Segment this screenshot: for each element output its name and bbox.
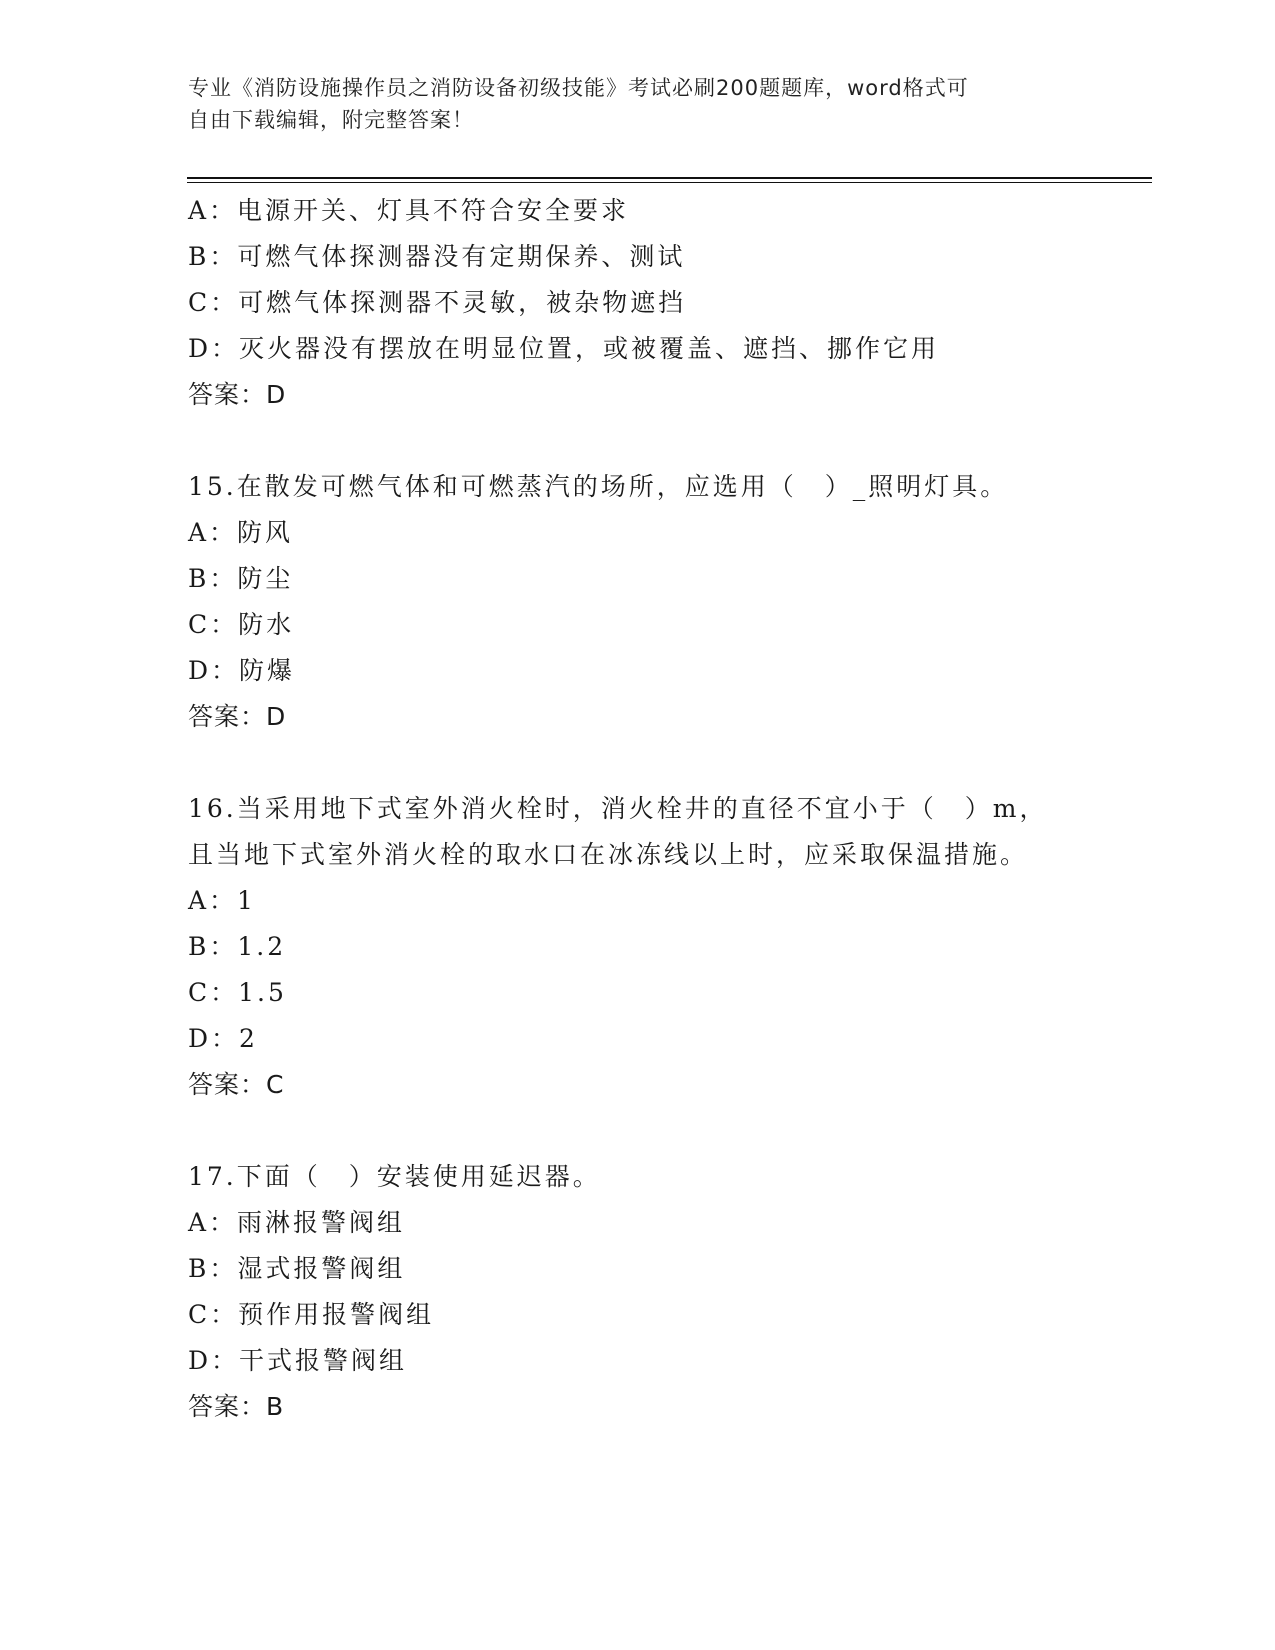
option-c: C：可燃气体探测器不灵敏，被杂物遮挡: [188, 288, 687, 317]
option-d: D：2: [188, 1024, 258, 1053]
option-d: D：灭火器没有摆放在明显位置，或被覆盖、遮挡、挪作它用: [188, 334, 940, 363]
option-b: B：防尘: [188, 564, 294, 593]
answer: 答案：D: [188, 702, 287, 731]
answer: 答案：C: [188, 1070, 285, 1099]
question-block-16: [188, 786, 1118, 1108]
option-b: B：可燃气体探测器没有定期保养、测试: [188, 242, 686, 271]
question-block-17: [188, 1154, 1118, 1430]
question-block-14: [188, 188, 1118, 418]
question-text-line-2: 且当地下式室外消火栓的取水口在冰冻线以上时，应采取保温措施。: [188, 840, 1029, 869]
question-text-line-1: 16.当采用地下式室外消火栓时，消火栓井的直径不宜小于（ ）m，: [188, 794, 1048, 823]
question-list: [188, 188, 1118, 1476]
header-divider-thin: [187, 182, 1152, 183]
header-divider-thick: [187, 177, 1152, 179]
option-c: C：1.5: [188, 978, 287, 1007]
option-d: D：干式报警阀组: [188, 1346, 408, 1375]
question-block-15: [188, 464, 1118, 740]
question-text: 17.下面（ ）安装使用延迟器。: [188, 1162, 601, 1191]
option-c: C：预作用报警阀组: [188, 1300, 435, 1329]
answer: 答案：D: [188, 380, 287, 409]
option-a: A：防风: [188, 518, 294, 547]
option-d: D：防爆: [188, 656, 296, 685]
header-line-2: 自由下载编辑，附完整答案！: [188, 108, 474, 132]
option-a: A：电源开关、灯具不符合安全要求: [188, 196, 630, 225]
option-b: B：1.2: [188, 932, 287, 961]
header-line-1: 专业《消防设施操作员之消防设备初级技能》考试必刷200题题库，word格式可: [188, 76, 969, 100]
option-b: B：湿式报警阀组: [188, 1254, 406, 1283]
option-a: A：1: [188, 886, 256, 915]
answer: 答案：B: [188, 1392, 285, 1421]
option-c: C：防水: [188, 610, 295, 639]
question-text: 15.在散发可燃气体和可燃蒸汽的场所，应选用（ ）_照明灯具。: [188, 472, 1009, 501]
option-a: A：雨淋报警阀组: [188, 1208, 406, 1237]
document-header: [188, 72, 1068, 136]
